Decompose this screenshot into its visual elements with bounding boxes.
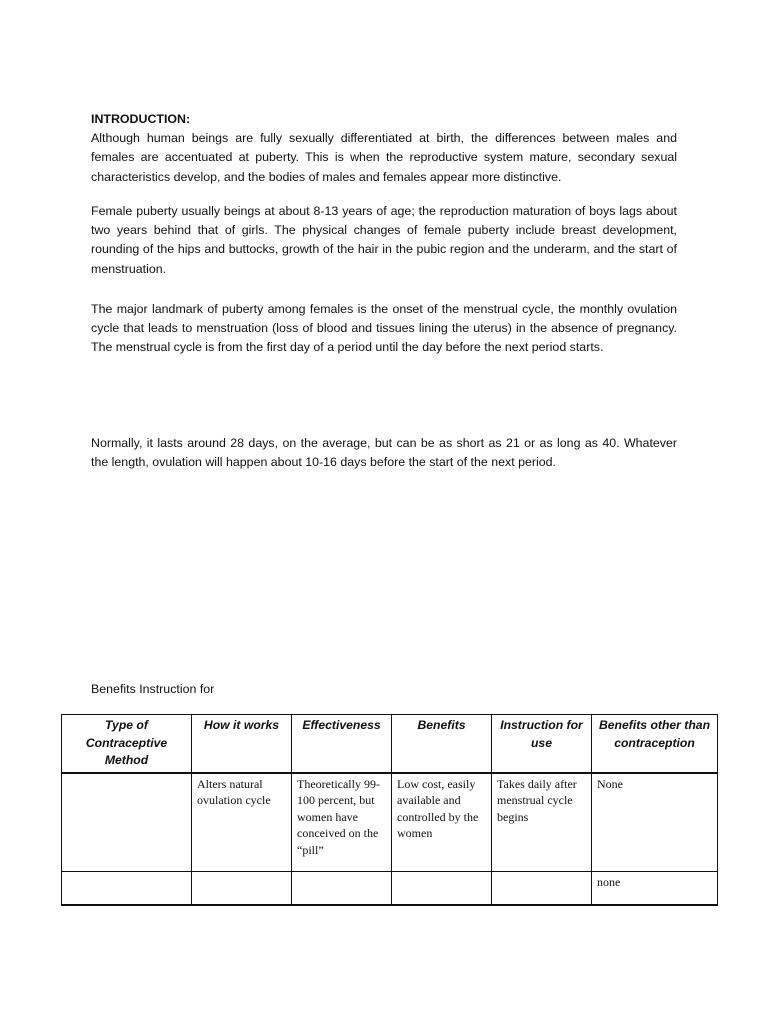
table-cell: Low cost, easily available and controlled by the women [392,773,492,872]
header-instruction: Instruction for use [492,715,592,773]
paragraph-2: Female puberty usually beings at about 8-13 years of age; the reproduction maturation of boys lags about two years behind that of girls. The physical changes of female puberty include breast development, rounding of the hips and buttocks, growth of the hair in the pubic region and the underarm, and the start of menstruation. [91,204,677,276]
table-cell: Theoretically 99-100 percent, but women have conceived on the “pill” [292,773,392,872]
table-cell: Alters natural ovulation cycle [192,773,292,872]
header-benefits: Benefits [392,715,492,773]
paragraph-4: Normally, it lasts around 28 days, on the average, but can be as short as 21 or as long as 40. Whatever the length, ovulation will happen about 10-16 days before the start of the next period. [91,436,677,470]
header-type: Type of Contraceptive Method [62,715,192,773]
table-cell [492,871,592,905]
header-effectiveness: Effectiveness [292,715,392,773]
header-other-benefits: Benefits other than contraception [592,715,718,773]
table-cell [62,773,192,872]
table-header-row [62,715,718,773]
header-how-it-works: How it works [192,715,292,773]
table-caption: Benefits Instruction for [91,682,215,696]
table-row [62,773,718,872]
table-row [62,871,718,905]
paragraph-1: Although human beings are fully sexually differentiated at birth, the differences between males and females are accentuated at puberty. This is when the reproductive system mature, secondary sexual characteristics develop, and the bodies of males and females appear more distinctive. [91,131,677,184]
table-cell: none [592,871,718,905]
table-cell [192,871,292,905]
table-cell [392,871,492,905]
table-cell: Takes daily after menstrual cycle begins [492,773,592,872]
paragraph-3: The major landmark of puberty among females is the onset of the menstrual cycle, the monthly ovulation cycle that leads to menstruation (loss of blood and tissues lining the uterus) in the absence of pregnancy. The menstrual cycle is from the first day of a period until the day before the next period starts. [91,302,677,355]
contraceptive-table [61,714,718,906]
table-cell [292,871,392,905]
table-cell [62,871,192,905]
table-cell: None [592,773,718,872]
intro-heading: INTRODUCTION: [91,112,191,126]
